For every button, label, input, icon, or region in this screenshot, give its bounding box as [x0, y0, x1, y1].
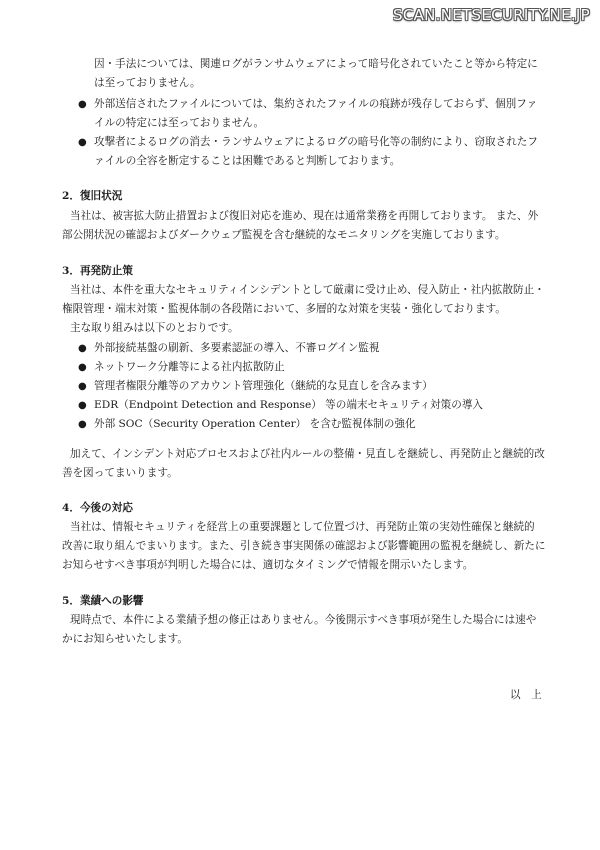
bullet-item: ネットワーク分離等による社内拡散防止 — [94, 361, 285, 373]
closing-mark: 以 上 — [510, 689, 542, 701]
bullet-item-cont: イルの特定には至っておりません。 — [94, 117, 265, 129]
paragraph-line: 加えて、インシデント対応プロセスおよび社内ルールの整備・見直しを継続し、再発防止と継続的改 — [70, 448, 545, 460]
bullet-icon: ● — [78, 381, 87, 392]
paragraph-line: 現時点で、本件による業績予想の修正はありません。今後開示すべき事項が発生した場合には速や — [70, 614, 537, 626]
section-heading-recovery: 2．復旧状況 — [62, 190, 123, 202]
paragraph-line: 因・手法については、関連ログがランサムウェアによって暗号化されていたこと等から特定に — [94, 58, 538, 70]
paragraph-line: 当社は、被害拡大防止措置および復旧対応を進め、現在は通常業務を再開しております。 また、外 — [70, 210, 539, 222]
bullet-icon: ● — [78, 343, 87, 354]
bullet-item-cont: ァイルの全容を断定することは困難であると判断しております。 — [94, 155, 401, 167]
paragraph-line: は至っておりません。 — [94, 77, 201, 89]
bullet-icon: ● — [78, 400, 87, 411]
bullet-icon: ● — [78, 99, 87, 110]
paragraph-line: お知らせすべき事項が判明した場合には、適切なタイミングで情報を開示いたします。 — [62, 559, 474, 571]
paragraph-line: 権限管理・端末対策・監視体制の各段階において、多層的な対策を実装・強化しております。 — [62, 303, 506, 315]
paragraph-line: 部公開状況の確認およびダークウェブ監視を含む継続的なモニタリングを実施しております。 — [62, 229, 506, 241]
paragraph-line: 当社は、情報セキュリティを経営上の重要課題として位置づけ、再発防止策の実効性確保と継続的 — [70, 521, 535, 533]
section-heading-earnings: 5．業績への影響 — [62, 595, 144, 607]
bullet-item: 外部接続基盤の刷新、多要素認証の導入、不審ログイン監視 — [94, 342, 380, 354]
site-watermark: SCAN.NETSECURITY.NE.JP — [393, 6, 590, 24]
paragraph-line: 善を図ってまいります。 — [62, 467, 178, 479]
paragraph-line: 改善に取り組んでまいります。また、引き続き事実関係の確認および影響範囲の監視を継続し、新たに — [62, 540, 546, 552]
bullet-item: 管理者権限分離等のアカウント管理強化（継続的な見直しを含みます） — [94, 380, 433, 392]
section-heading-prevention: 3．再発防止策 — [62, 265, 133, 277]
bullet-icon: ● — [78, 362, 87, 373]
paragraph-line: かにお知らせいたします。 — [62, 633, 188, 645]
bullet-item: 外部 SOC（Security Operation Center） を含む監視体制の強化 — [94, 418, 416, 430]
section-heading-future: 4．今後の対応 — [62, 502, 133, 514]
bullet-item: 外部送信されたファイルについては、集約されたファイルの痕跡が残存しておらず、個別ファ — [94, 98, 538, 110]
paragraph-line: 当社は、本件を重大なセキュリティインシデントとして厳粛に受け止め、侵入防止・社内拡散防止・ — [70, 284, 545, 296]
bullet-item: EDR（Endpoint Detection and Response） 等の端末セキュリティ対策の導入 — [94, 399, 484, 411]
paragraph-line: 主な取り組みは以下のとおりです。 — [70, 322, 239, 334]
bullet-item: 攻撃者によるログの消去・ランサムウェアによるログの暗号化等の制約により、窃取されたフ — [94, 136, 538, 148]
bullet-icon: ● — [78, 419, 87, 430]
bullet-icon: ● — [78, 137, 87, 148]
